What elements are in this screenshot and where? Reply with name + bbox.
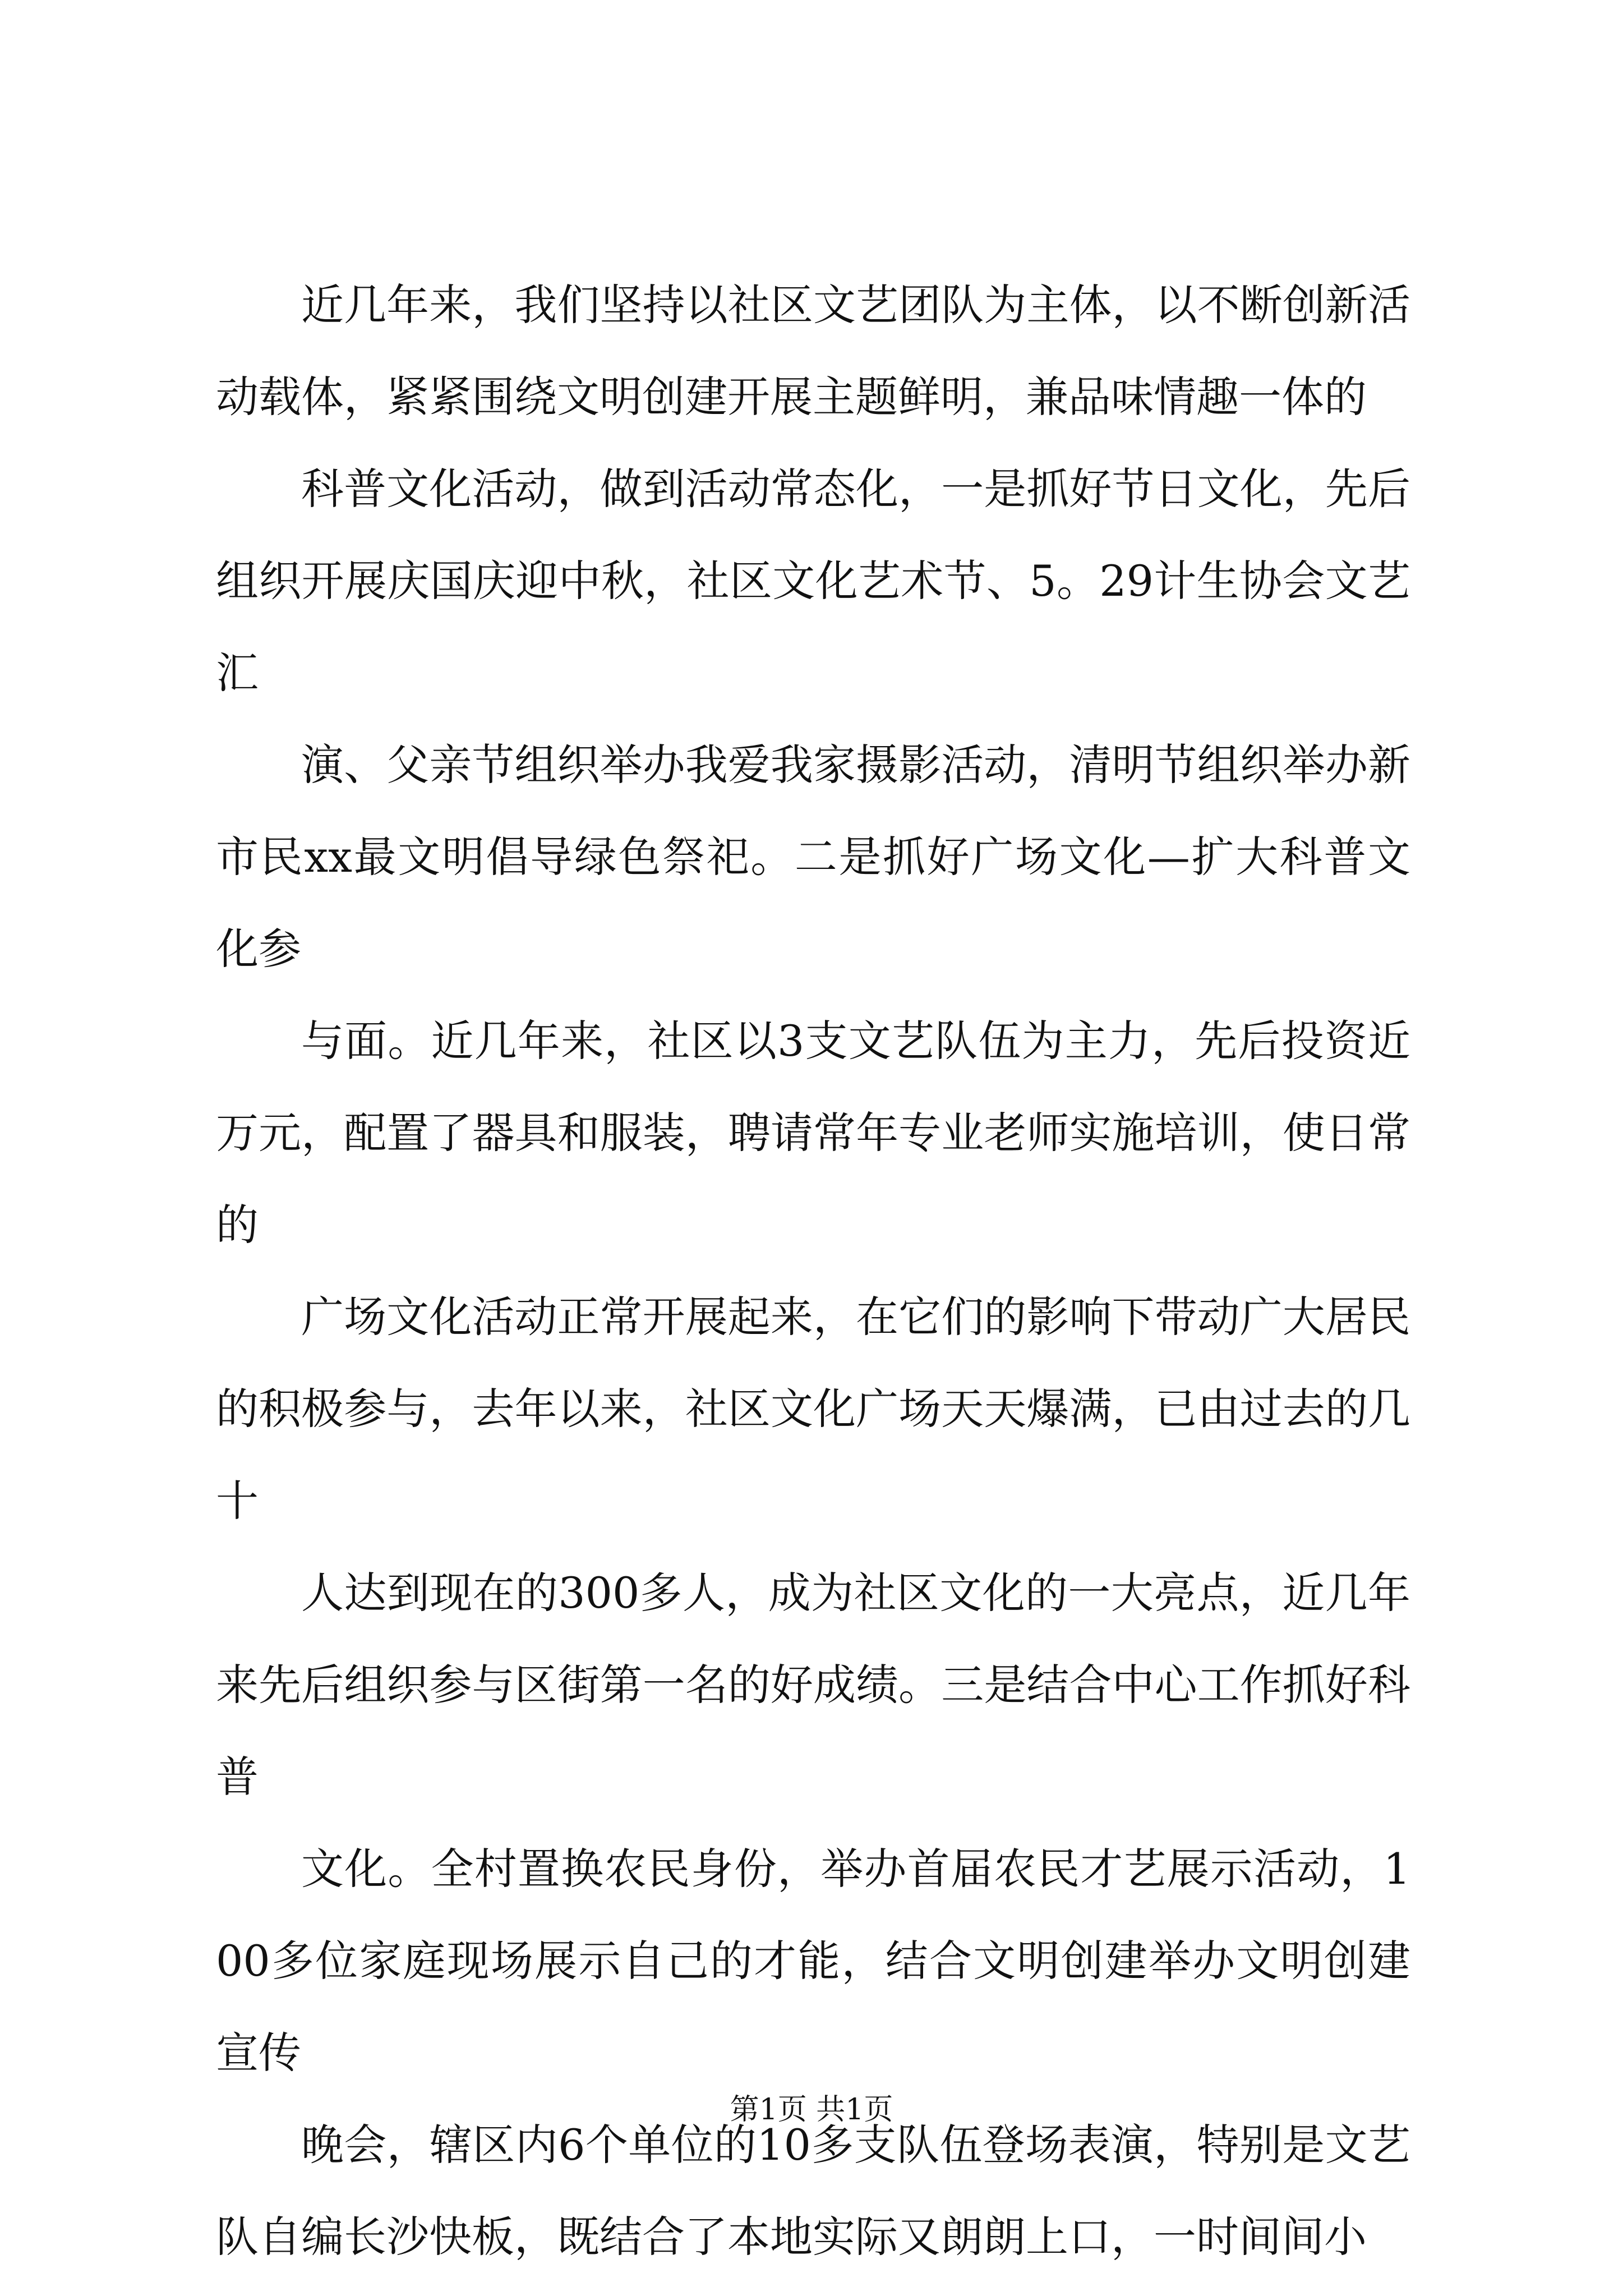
document-body xyxy=(216,259,1410,2283)
paragraph-3: 演、父亲节组织举办我爱我家摄影活动，清明节组织举办新市民xx最文明倡导绿色祭祀。二是抓好广场文化—扩大科普文化参 xyxy=(216,740,1410,974)
paragraph-1: 近几年来，我们坚持以社区文艺团队为主体，以不断创新活动载体，紧紧围绕文明创建开展主题鲜明，兼品味情趣一体的 xyxy=(216,280,1410,422)
paragraph-6: 人达到现在的300多人，成为社区文化的一大亮点，近几年来先后组织参与区街第一名的好成绩。三是结合中心工作抓好科普 xyxy=(216,1568,1410,1802)
page-number-footer: 第1页 共1页 xyxy=(730,2093,893,2127)
paragraph-5: 广场文化活动正常开展起来，在它们的影响下带动广大居民的积极参与，去年以来，社区文化广场天天爆满，已由过去的几十 xyxy=(216,1292,1410,1526)
paragraph-8: 晚会，辖区内6个单位的10多支队伍登场表演，特别是文艺队自编长沙快板，既结合了本地实际又朗朗上口，一时间间小 xyxy=(216,2120,1410,2262)
paragraph-2: 科普文化活动，做到活动常态化，一是抓好节日文化，先后组织开展庆国庆迎中秋，社区文化艺术节、5。29计生协会文艺汇 xyxy=(216,464,1410,698)
paragraph-7: 文化。全村置换农民身份，举办首届农民才艺展示活动，100多位家庭现场展示自己的才能，结合文明创建举办文明创建宣传 xyxy=(216,1844,1410,2078)
paragraph-4: 与面。近几年来，社区以3支文艺队伍为主力，先后投资近万元，配置了器具和服装，聘请常年专业老师实施培训，使日常的 xyxy=(216,1016,1410,1250)
